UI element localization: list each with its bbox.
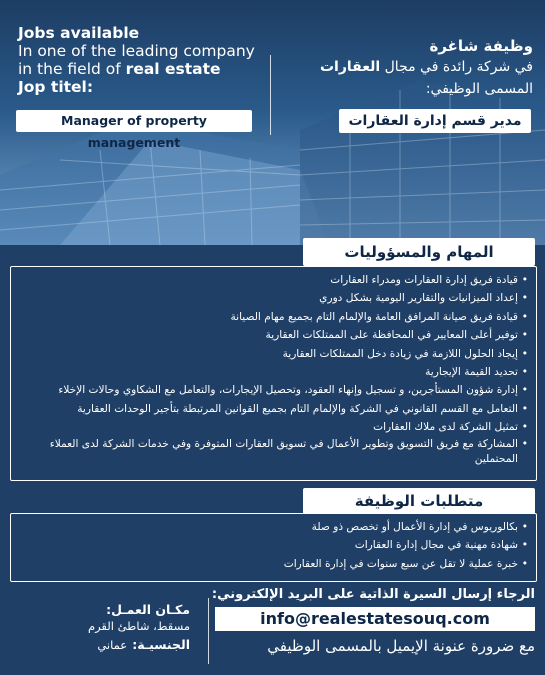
requirement-item: • شهادة مهنية في مجال إدارة العقارات [19,536,528,554]
duty-item: • التعامل مع القسم القانوني في الشركة والإلمام التام بجميع القوانين المرتبطة بتأجير الوحدات العقارية [19,400,528,418]
duty-item: • إعداد الميزانيات والتقارير اليومية بشكل دوري [19,289,528,307]
requirements-list [11,514,536,573]
arabic-job-title: مدير قسم إدارة العقارات [339,109,531,133]
work-location-value: مسقط، شاطئ القرم [87,619,190,633]
duty-item: • تمثيل الشركة لدى ملاك العقارات [19,418,528,436]
duty-item: • إيجاد الحلول اللازمة في زيادة دخل الممتلكات العقارية [19,345,528,363]
duty-item: • توفير أعلى المعايير في المحافظة على الممتلكات العقارية [19,326,528,344]
duty-item: • تحديد القيمة الإيجارية [19,363,528,381]
duty-item: • قيادة فريق صيانة المرافق العامة والإلمام التام بجميع مهام الصيانة [19,308,528,326]
arabic-intro [283,36,533,100]
contact-heading: الرجاء إرسال السيرة الذاتية على البريد الإلكتروني: [211,587,535,602]
footer-divider [208,598,209,664]
requirement-item: • خبرة عملية لا تقل عن سبع سنوات في إدارة العقارات [19,555,528,573]
english-intro [18,24,258,96]
english-line2: in the field of real estate [18,60,221,78]
header-divider [270,55,271,135]
duty-item: • إدارة شؤون المستأجرين، و تسجيل وإنهاء العقود، وتحصيل الإيجارات، والتعامل مع الشكاوي وحالات الإخلاء [19,381,528,399]
english-line1: In one of the leading company [18,42,255,60]
requirements-heading: متطلبات الوظيفة [303,488,535,514]
arabic-job-title-label: المسمى الوظيفي: [425,81,533,97]
english-job-title: Manager of property management [16,110,252,132]
english-heading: Jobs available [18,24,140,42]
arabic-line1: في شركة رائدة في مجال العقارات [319,59,533,75]
email-link[interactable]: info@realestatesouq.com [215,607,535,631]
nationality-label: الجنسيـة: [132,637,190,652]
duty-item: • المشاركة مع فريق التسويق وتطوير الأعمال في تسويق العقارات المتوفرة وفي خدمات الشركة لدى العملاء المحتملين [19,437,528,467]
arabic-heading: وظيفة شاغرة [429,37,533,55]
duties-heading: المهام والمسؤوليات [303,238,535,266]
requirement-item: • بكالوريوس في إدارة الأعمال أو تخصص ذو صلة [19,518,528,536]
duty-item: • قيادة فريق إدارة العقارات ومدراء العقارات [19,271,528,289]
email-note: مع ضرورة عنونة الإيميل بالمسمى الوظيفي [267,637,535,655]
work-location-label: مكـان العمـل: [106,602,190,617]
location-info [40,601,190,653]
nationality-row [40,634,190,653]
duties-box [10,266,537,481]
english-job-title-label: Jop titel: [18,78,94,96]
duties-list [11,267,536,467]
nationality-value: عماني [97,638,128,652]
requirements-box [10,513,537,582]
